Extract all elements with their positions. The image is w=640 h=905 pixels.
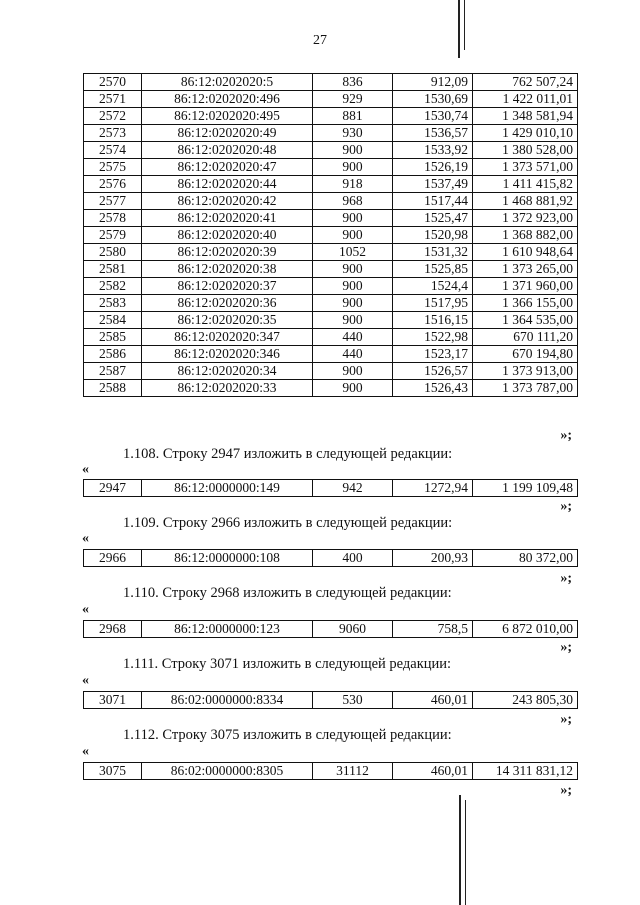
area-cell: 900	[313, 278, 393, 295]
area-cell: 930	[313, 125, 393, 142]
table-row	[84, 346, 578, 363]
table-row	[84, 261, 578, 278]
rate-cell: 1524,4	[393, 278, 473, 295]
cadastral-number-cell: 86:12:0202020:34	[142, 363, 313, 380]
table-row	[84, 176, 578, 193]
rate-cell: 1525,85	[393, 261, 473, 278]
amendment-table	[83, 620, 578, 638]
area-cell: 900	[313, 312, 393, 329]
amendment-open-quote: «	[82, 744, 89, 759]
cadastral-number-cell: 86:02:0000000:8305	[142, 763, 313, 780]
scan-artifact-line	[465, 800, 466, 905]
amendment-close-quote: »;	[560, 712, 572, 727]
rate-cell: 1537,49	[393, 176, 473, 193]
area-cell: 400	[313, 550, 393, 567]
amendment-table	[83, 479, 578, 497]
table-row	[84, 142, 578, 159]
value-cell: 1 411 415,82	[473, 176, 578, 193]
value-cell: 14 311 831,12	[473, 763, 578, 780]
amendment-instruction: 1.111. Строку 3071 изложить в следующей редакции:	[123, 656, 452, 672]
rate-cell: 1516,15	[393, 312, 473, 329]
amendment-instruction: 1.109. Строку 2966 изложить в следующей редакции:	[123, 515, 453, 531]
value-cell: 1 348 581,94	[473, 108, 578, 125]
value-cell: 1 610 948,64	[473, 244, 578, 261]
row-number-cell: 2572	[84, 108, 142, 125]
row-number-cell: 2586	[84, 346, 142, 363]
value-cell: 762 507,24	[473, 74, 578, 91]
cadastral-number-cell: 86:12:0202020:5	[142, 74, 313, 91]
row-number-cell: 2578	[84, 210, 142, 227]
area-cell: 9060	[313, 621, 393, 638]
value-cell: 80 372,00	[473, 550, 578, 567]
main-table-close-quote: »;	[560, 428, 572, 443]
row-number-cell: 2584	[84, 312, 142, 329]
row-number-cell: 2575	[84, 159, 142, 176]
table-row	[84, 227, 578, 244]
row-number-cell: 2573	[84, 125, 142, 142]
cadastral-number-cell: 86:12:0202020:35	[142, 312, 313, 329]
rate-cell: 200,93	[393, 550, 473, 567]
rate-cell: 1526,43	[393, 380, 473, 397]
table-row	[84, 193, 578, 210]
area-cell: 968	[313, 193, 393, 210]
cadastral-number-cell: 86:12:0202020:36	[142, 295, 313, 312]
value-cell: 6 872 010,00	[473, 621, 578, 638]
area-cell: 530	[313, 692, 393, 709]
table-row	[84, 621, 578, 638]
table-row	[84, 692, 578, 709]
table-row	[84, 210, 578, 227]
area-cell: 929	[313, 91, 393, 108]
amendment-table	[83, 549, 578, 567]
rate-cell: 1520,98	[393, 227, 473, 244]
cadastral-number-cell: 86:12:0202020:41	[142, 210, 313, 227]
table-row	[84, 763, 578, 780]
cadastral-number-cell: 86:12:0202020:346	[142, 346, 313, 363]
value-cell: 1 380 528,00	[473, 142, 578, 159]
area-cell: 900	[313, 159, 393, 176]
row-number-cell: 2968	[84, 621, 142, 638]
value-cell: 1 371 960,00	[473, 278, 578, 295]
cadastral-number-cell: 86:12:0202020:49	[142, 125, 313, 142]
area-cell: 881	[313, 108, 393, 125]
area-cell: 900	[313, 210, 393, 227]
amendment-instruction: 1.110. Строку 2968 изложить в следующей редакции:	[123, 585, 452, 601]
amendment-instruction: 1.112. Строку 3075 изложить в следующей редакции:	[123, 727, 452, 743]
amendment-close-quote: »;	[560, 499, 572, 514]
row-number-cell: 3075	[84, 763, 142, 780]
rate-cell: 1517,95	[393, 295, 473, 312]
rate-cell: 460,01	[393, 692, 473, 709]
value-cell: 1 373 913,00	[473, 363, 578, 380]
rate-cell: 1525,47	[393, 210, 473, 227]
area-cell: 900	[313, 261, 393, 278]
scan-artifact-line	[458, 0, 460, 58]
scan-artifact-line	[464, 0, 465, 50]
row-number-cell: 2587	[84, 363, 142, 380]
row-number-cell: 2580	[84, 244, 142, 261]
table-row	[84, 125, 578, 142]
rate-cell: 1536,57	[393, 125, 473, 142]
row-number-cell: 2582	[84, 278, 142, 295]
row-number-cell: 2574	[84, 142, 142, 159]
table-row	[84, 278, 578, 295]
area-cell: 836	[313, 74, 393, 91]
row-number-cell: 3071	[84, 692, 142, 709]
cadastral-number-cell: 86:12:0202020:38	[142, 261, 313, 278]
row-number-cell: 2570	[84, 74, 142, 91]
amendment-open-quote: «	[82, 462, 89, 477]
table-row	[84, 480, 578, 497]
table-row	[84, 380, 578, 397]
value-cell: 1 199 109,48	[473, 480, 578, 497]
amendment-open-quote: «	[82, 673, 89, 688]
amendment-close-quote: »;	[560, 571, 572, 586]
cadastral-number-cell: 86:12:0000000:149	[142, 480, 313, 497]
rate-cell: 1531,32	[393, 244, 473, 261]
amendment-table	[83, 691, 578, 709]
rate-cell: 460,01	[393, 763, 473, 780]
amendment-open-quote: «	[82, 602, 89, 617]
value-cell: 1 373 571,00	[473, 159, 578, 176]
table-row	[84, 295, 578, 312]
rate-cell: 1272,94	[393, 480, 473, 497]
rate-cell: 758,5	[393, 621, 473, 638]
table-row	[84, 74, 578, 91]
row-number-cell: 2966	[84, 550, 142, 567]
row-number-cell: 2579	[84, 227, 142, 244]
rate-cell: 1530,74	[393, 108, 473, 125]
main-table	[83, 73, 578, 397]
row-number-cell: 2577	[84, 193, 142, 210]
area-cell: 900	[313, 227, 393, 244]
rate-cell: 912,09	[393, 74, 473, 91]
table-row	[84, 329, 578, 346]
cadastral-number-cell: 86:12:0202020:496	[142, 91, 313, 108]
amendment-close-quote: »;	[560, 640, 572, 655]
rate-cell: 1533,92	[393, 142, 473, 159]
table-row	[84, 159, 578, 176]
table-row	[84, 244, 578, 261]
amendment-table	[83, 762, 578, 780]
cadastral-number-cell: 86:12:0202020:495	[142, 108, 313, 125]
cadastral-number-cell: 86:12:0202020:37	[142, 278, 313, 295]
table-row	[84, 550, 578, 567]
cadastral-number-cell: 86:12:0000000:108	[142, 550, 313, 567]
value-cell: 1 373 265,00	[473, 261, 578, 278]
row-number-cell: 2588	[84, 380, 142, 397]
area-cell: 440	[313, 329, 393, 346]
amendment-close-quote: »;	[560, 783, 572, 798]
value-cell: 1 422 011,01	[473, 91, 578, 108]
row-number-cell: 2583	[84, 295, 142, 312]
area-cell: 900	[313, 363, 393, 380]
main-table-body	[84, 74, 578, 397]
area-cell: 942	[313, 480, 393, 497]
rate-cell: 1526,19	[393, 159, 473, 176]
rate-cell: 1522,98	[393, 329, 473, 346]
area-cell: 31112	[313, 763, 393, 780]
table-row	[84, 363, 578, 380]
rate-cell: 1530,69	[393, 91, 473, 108]
value-cell: 1 368 882,00	[473, 227, 578, 244]
row-number-cell: 2585	[84, 329, 142, 346]
row-number-cell: 2947	[84, 480, 142, 497]
cadastral-number-cell: 86:12:0202020:47	[142, 159, 313, 176]
area-cell: 900	[313, 380, 393, 397]
value-cell: 243 805,30	[473, 692, 578, 709]
value-cell: 1 429 010,10	[473, 125, 578, 142]
value-cell: 670 194,80	[473, 346, 578, 363]
value-cell: 1 372 923,00	[473, 210, 578, 227]
cadastral-number-cell: 86:12:0202020:42	[142, 193, 313, 210]
amendment-open-quote: «	[82, 531, 89, 546]
amendment-instruction: 1.108. Строку 2947 изложить в следующей редакции:	[123, 446, 453, 462]
row-number-cell: 2571	[84, 91, 142, 108]
cadastral-number-cell: 86:12:0202020:40	[142, 227, 313, 244]
value-cell: 670 111,20	[473, 329, 578, 346]
cadastral-number-cell: 86:12:0202020:347	[142, 329, 313, 346]
rate-cell: 1526,57	[393, 363, 473, 380]
area-cell: 918	[313, 176, 393, 193]
rate-cell: 1523,17	[393, 346, 473, 363]
value-cell: 1 468 881,92	[473, 193, 578, 210]
value-cell: 1 364 535,00	[473, 312, 578, 329]
area-cell: 1052	[313, 244, 393, 261]
page-number: 27	[313, 33, 327, 48]
cadastral-number-cell: 86:12:0202020:48	[142, 142, 313, 159]
table-row	[84, 108, 578, 125]
cadastral-number-cell: 86:12:0202020:44	[142, 176, 313, 193]
table-row	[84, 312, 578, 329]
area-cell: 900	[313, 295, 393, 312]
value-cell: 1 373 787,00	[473, 380, 578, 397]
area-cell: 900	[313, 142, 393, 159]
cadastral-number-cell: 86:12:0202020:33	[142, 380, 313, 397]
row-number-cell: 2576	[84, 176, 142, 193]
cadastral-number-cell: 86:02:0000000:8334	[142, 692, 313, 709]
cadastral-number-cell: 86:12:0202020:39	[142, 244, 313, 261]
area-cell: 440	[313, 346, 393, 363]
table-row	[84, 91, 578, 108]
row-number-cell: 2581	[84, 261, 142, 278]
scan-artifact-line	[459, 795, 461, 905]
value-cell: 1 366 155,00	[473, 295, 578, 312]
rate-cell: 1517,44	[393, 193, 473, 210]
cadastral-number-cell: 86:12:0000000:123	[142, 621, 313, 638]
